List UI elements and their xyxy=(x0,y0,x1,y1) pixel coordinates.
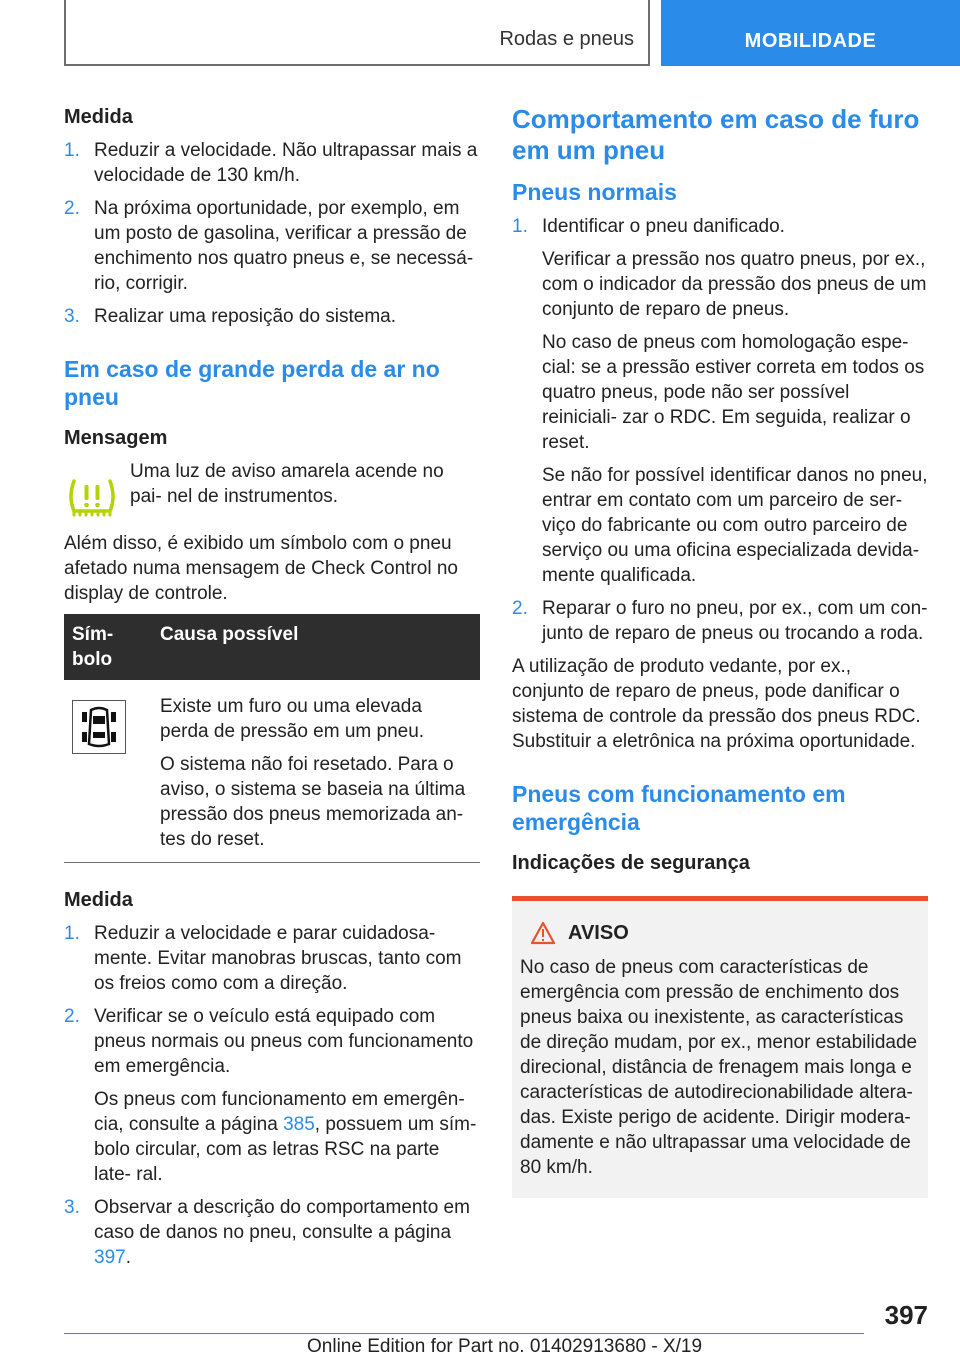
cause-text-2: O sistema não foi resetado. Para o aviso, o sistema se baseia na última pressão dos pneus memorizada an‐ tes do reset. xyxy=(160,754,466,850)
list-item xyxy=(64,1004,480,1187)
steps-list-2 xyxy=(64,921,480,1270)
step-number: 1. xyxy=(64,140,80,161)
car-tire-damage-icon xyxy=(79,704,119,750)
symbol-table xyxy=(64,614,480,863)
footer-divider xyxy=(64,1333,864,1334)
header-section-title: Rodas e pneus xyxy=(499,28,634,50)
warning-title-text: AVISO xyxy=(568,921,629,944)
left-column xyxy=(64,100,480,1270)
step-text: Reduzir a velocidade. Não ultrapassar mais a velocidade de 130 km/h. xyxy=(94,140,478,186)
table-header-row xyxy=(64,614,480,680)
step-subtext: No caso de pneus com homologação espe‐ cial: se a pressão estiver correta em todos os quatro pneus, pode não ser possível reiniciali‐ zar o RDC. Em seguida, realizar o reset. xyxy=(542,332,925,453)
table-row xyxy=(64,680,480,863)
step-number: 3. xyxy=(64,1197,80,1218)
cause-text-1: Existe um furo ou uma elevada perda de pressão em um pneu. xyxy=(160,696,425,742)
steps-list-1 xyxy=(64,138,480,329)
car-tire-symbol-box xyxy=(72,700,126,754)
step-number: 1. xyxy=(512,216,528,237)
step-number: 1. xyxy=(64,923,80,944)
step-number: 2. xyxy=(64,1006,80,1027)
step-text: Verificar se o veículo está equipado com pneus normais ou pneus com funcionamento em emergência. xyxy=(94,1006,474,1077)
list-item xyxy=(512,596,928,646)
heading-mensagem: Mensagem xyxy=(64,427,168,449)
heading-comportamento: Comportamento em caso de furo em um pneu xyxy=(512,104,920,165)
paragraph-vedante: A utilização de produto vedante, por ex., conjunto de reparo de pneus, pode danificar o sistema de controle da pressão dos pneus RDC. Substituir a eletrônica na próxima oportunidade. xyxy=(512,656,921,752)
header-chapter-tab[interactable] xyxy=(661,0,960,66)
paragraph-check-control: Além disso, é exibido um símbolo com o pneu afetado numa mensagem de Check Control no display de controle. xyxy=(64,533,458,604)
heading-indicacoes-seguranca: Indicações de segurança xyxy=(512,852,750,874)
subtext-part: , possuem um sím‐ bolo circular, com as letras RSC na parte late‐ ral. xyxy=(94,1114,477,1185)
list-item xyxy=(64,921,480,996)
table-header-symbol: Sím‐ bolo xyxy=(64,614,152,680)
table-header-cause: Causa possível xyxy=(152,614,480,680)
heading-pneus-emergencia: Pneus com funcionamento em emergência xyxy=(512,781,846,835)
steps-list-normais xyxy=(512,214,928,646)
table-cell-symbol xyxy=(64,680,152,863)
list-item xyxy=(512,214,928,588)
message-text: Uma luz de aviso amarela acende no pai‐ nel de instrumentos. xyxy=(130,461,444,507)
page-number: 397 xyxy=(884,1300,928,1330)
list-item xyxy=(64,1195,480,1270)
step-text-end: . xyxy=(125,1247,131,1268)
table-cell-cause xyxy=(152,680,480,863)
list-item xyxy=(64,304,480,329)
step-text: Na próxima oportunidade, por exemplo, em um posto de gasolina, verificar a pressão de enchimento nos quatro pneus e, se necessá‐ rio, corrigir. xyxy=(94,198,474,294)
right-column xyxy=(512,100,928,1198)
heading-grande-perda: Em caso de grande perda de ar no pneu xyxy=(64,356,440,410)
step-number: 2. xyxy=(512,598,528,619)
heading-medida-2: Medida xyxy=(64,889,133,911)
header-section-box xyxy=(64,0,650,66)
page-link-397[interactable]: 397 xyxy=(94,1247,126,1268)
tire-pressure-warning-icon xyxy=(66,477,118,519)
step-text: Observar a descrição do comportamento em caso de danos no pneu, consulte a página xyxy=(94,1197,470,1243)
step-text: Realizar uma reposição do sistema. xyxy=(94,306,397,327)
warning-message-row xyxy=(64,459,480,529)
step-subtext: Verificar a pressão nos quatro pneus, por ex., com o indicador da pressão dos pneus de um conjunto de reparo de pneus. xyxy=(542,249,927,320)
list-item xyxy=(64,138,480,188)
header-chapter-label: MOBILIDADE xyxy=(744,30,877,52)
warning-text: No caso de pneus com características de emergência com pressão de enchimento dos pneus baixa ou inexistente, as características de direção mudam, por ex., menor estabilidade direcional, distância de frenagem mais longa e características de autodirecionabilidade altera‐ das. Existe perigo de acidente. Dirigir modera‐ damente e não ultrapassar uma velocidade de 80 km/h. xyxy=(520,957,918,1178)
warning-triangle-icon xyxy=(530,921,556,945)
list-item xyxy=(64,196,480,296)
subtext-part: Os pneus com funcionamento em emergên‐ cia, consulte a página xyxy=(94,1089,465,1135)
step-text: Reparar o furo no pneu, por ex., com um con‐ junto de reparo de pneus ou trocando a roda. xyxy=(542,598,928,644)
heading-pneus-normais: Pneus normais xyxy=(512,179,677,205)
step-subtext xyxy=(94,1087,480,1187)
warning-title xyxy=(520,921,920,945)
footer-edition-text: Online Edition for Part no. 01402913680 - X/19 xyxy=(307,1336,703,1357)
warning-box xyxy=(512,896,928,1198)
heading-medida: Medida xyxy=(64,106,133,128)
step-number: 3. xyxy=(64,306,80,327)
page-header xyxy=(0,0,960,66)
step-number: 2. xyxy=(64,198,80,219)
footer-edition xyxy=(307,1336,702,1358)
step-subtext: Se não for possível identificar danos no pneu, entrar em contato com um parceiro de ser‐ viço do fabricante ou com outro parceiro de serviço ou uma oficina especializada devida‐ mente qualificada. xyxy=(542,465,928,586)
step-text: Reduzir a velocidade e parar cuidadosa‐ mente. Evitar manobras bruscas, tanto com os freios como com a direção. xyxy=(94,923,462,994)
step-text: Identificar o pneu danificado. xyxy=(542,216,785,237)
page-link-385[interactable]: 385 xyxy=(283,1114,315,1135)
